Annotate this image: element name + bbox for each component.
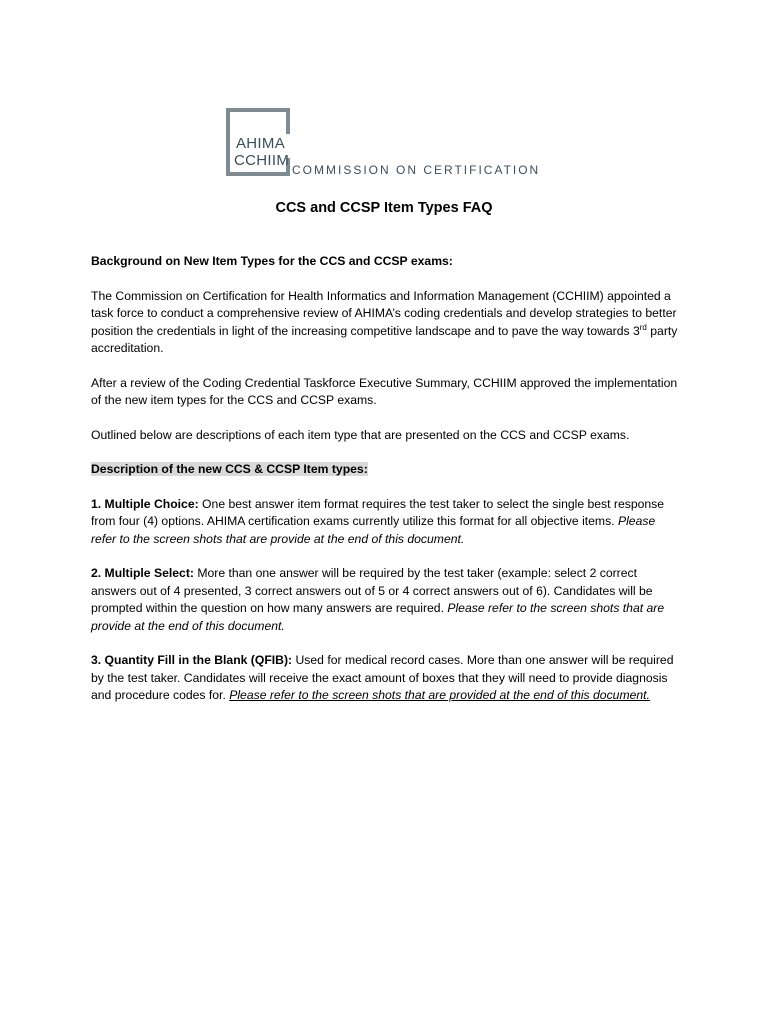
paragraph-outline: Outlined below are descriptions of each item type that are presented on the CCS and CCSP exams.: [91, 427, 630, 442]
background-heading: Background on New Item Types for the CCS and CCSP exams:: [91, 254, 453, 268]
description-heading-wrap: [91, 461, 681, 479]
paragraph-cchiim-review: [91, 288, 681, 358]
item-text: One best answer item format requires the test taker to select the single best response from four (4) options. AHIMA certification exams currently utilize this format for all objective items.: [91, 496, 665, 528]
item-text: More than one answer will be required by the test taker (example: select 2 correct answers out of 4 presented, 3 correct answers out of 5 or 4 correct answers out of 6). Candidates will be prompted within the question on how many answers are required.: [91, 566, 653, 615]
paragraph-approval: After a review of the Coding Credential Taskforce Executive Summary, CCHIIM approved the implementation of the new item types for the CCS and CCSP exams.: [91, 375, 678, 407]
logo-line-cchiim: CCHIIM: [234, 152, 290, 169]
paragraph-text: The Commission on Certification for Health Informatics and Information Management (CCHIIM) appointed a task force to conduct a comprehensive review of AHIMA’s coding credentials and develop strategies to better position the credentials in light of the increasing competitive landscape and to pave the way towards 3: [91, 288, 677, 338]
item-multiple-choice: [91, 496, 681, 549]
paragraph-tail: party accreditation.: [91, 323, 678, 355]
document-title: CCS and CCSP Item Types FAQ: [275, 200, 493, 216]
item-multiple-select: [91, 565, 681, 635]
logo-tagline: COMMISSION ON CERTIFICATION: [292, 163, 541, 177]
ahima-cchiim-logo: [226, 108, 556, 184]
item-qfib: [91, 652, 681, 705]
item-note: Please refer to the screen shots that are provide at the end of this document.: [91, 601, 665, 633]
logo-line-ahima: AHIMA: [236, 135, 286, 152]
item-text: Used for medical record cases. More than one answer will be required by the test taker. Candidates will receive the exact amount of boxes that they will need to provide diagnosis and procedure codes for.: [91, 653, 674, 702]
description-heading: Description of the new CCS & CCSP Item types:: [91, 462, 368, 476]
item-note: Please refer to the screen shots that are provided at the end of this document.: [229, 688, 650, 702]
document-body: [91, 253, 681, 722]
item-note: Please refer to the screen shots that are provide at the end of this document.: [91, 514, 656, 546]
superscript: rd: [639, 322, 647, 332]
item-label: 1. Multiple Choice:: [91, 496, 199, 511]
item-label: 2. Multiple Select:: [91, 566, 194, 580]
item-label: 3. Quantity Fill in the Blank (QFIB):: [91, 653, 293, 667]
